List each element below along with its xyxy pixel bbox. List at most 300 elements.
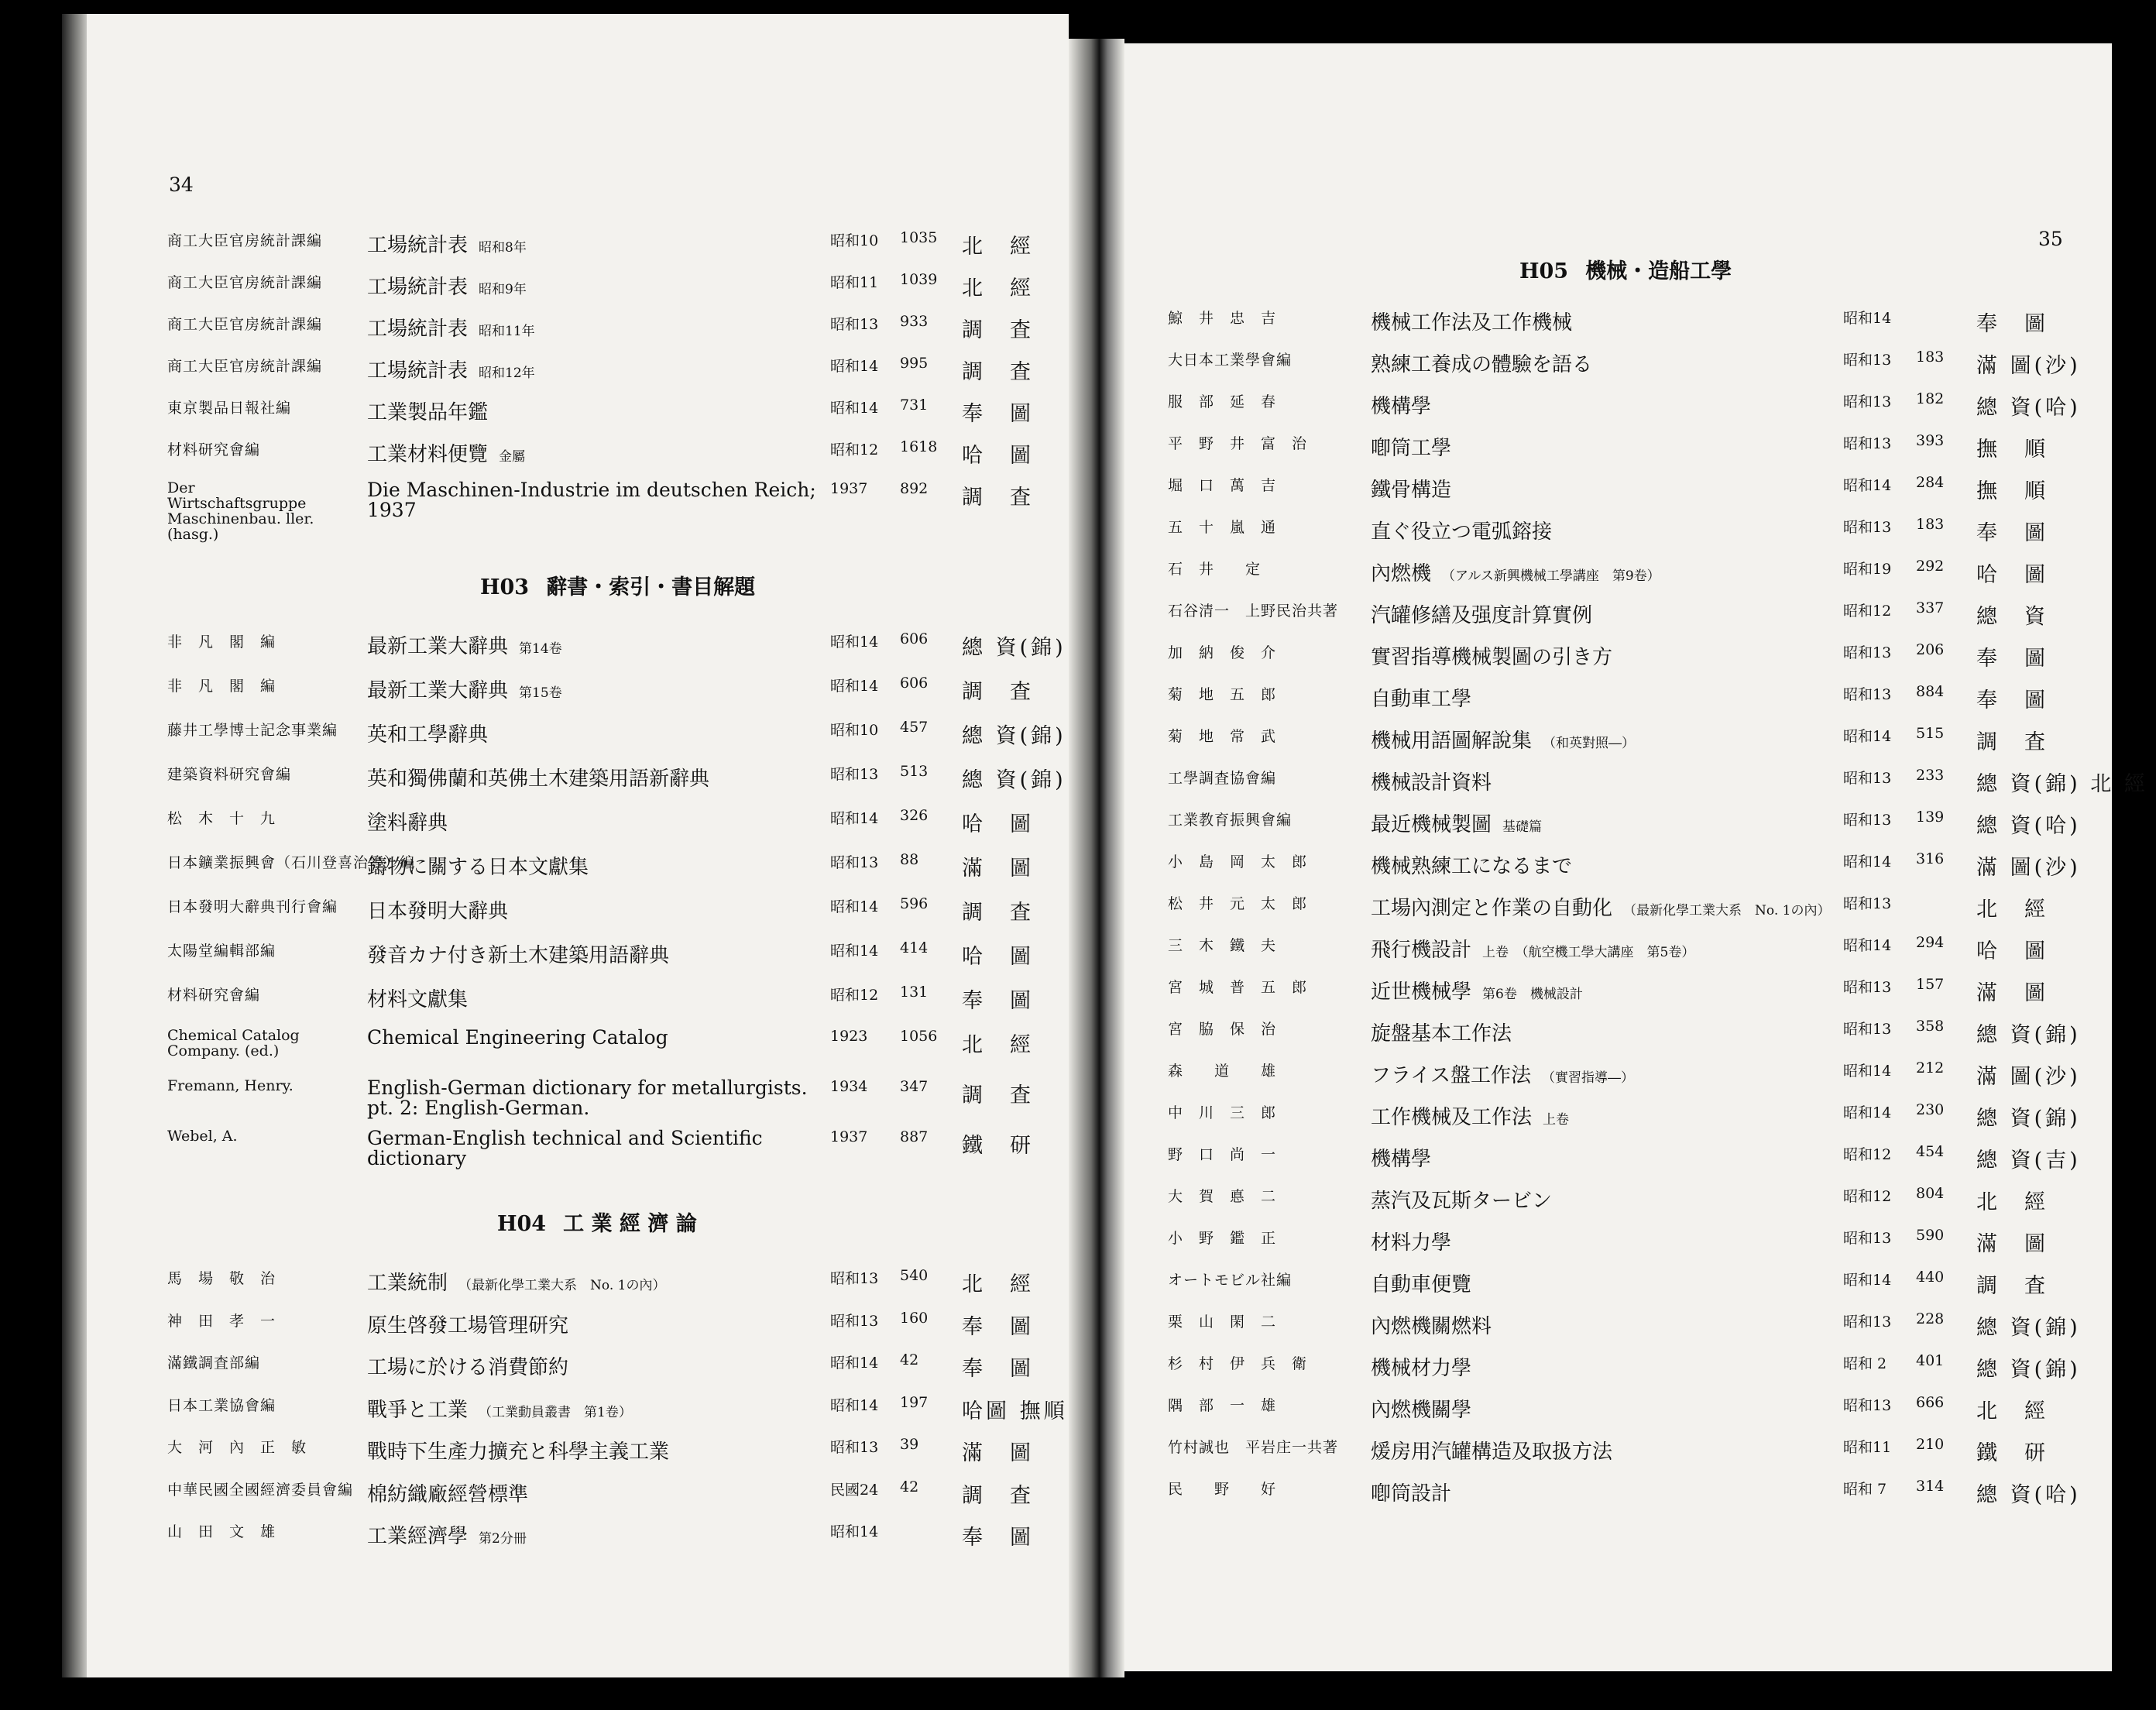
entry-title: 工業製品年鑑	[367, 401, 489, 424]
entry-author: 小 島 岡 太 郎	[1168, 853, 1308, 870]
entry-note: 金屬	[499, 449, 526, 465]
entry-row	[1124, 1310, 2112, 1352]
entry-year: 昭和14	[1843, 728, 1892, 745]
entry-title: 工場統計表 昭和8年	[367, 234, 527, 257]
entry-author: 大日本工業學會編	[1168, 352, 1293, 369]
entry-title: 工場統計表 昭和9年	[367, 276, 527, 299]
entry-pages: 157	[1916, 976, 1945, 993]
entry-location: 滿 圖(沙)	[1976, 354, 2081, 378]
entry-year: 昭和13	[1843, 393, 1892, 410]
entry-row	[87, 1436, 1069, 1478]
entry-year: 昭和12	[830, 441, 879, 458]
entry-pages: 596	[900, 895, 929, 912]
entry-pages: 884	[1916, 683, 1945, 700]
entry-row	[87, 479, 1069, 543]
entry-author: 藤井工學博士記念事業編	[167, 722, 338, 739]
section-code: H03	[480, 575, 530, 599]
entry-year: 昭和12	[830, 987, 879, 1004]
entry-pages: 160	[900, 1310, 929, 1327]
entry-year: 1937	[830, 1128, 868, 1145]
entry-location: 哈 圖	[1976, 563, 2048, 587]
entry-pages: 513	[900, 763, 929, 780]
entry-row	[87, 1520, 1069, 1562]
entry-year: 昭和13	[1843, 812, 1892, 829]
entry-pages: 183	[1916, 516, 1945, 533]
entry-author: Fremann, Henry.	[167, 1077, 294, 1094]
entry-year: 昭和14	[1843, 1063, 1892, 1080]
entry-author: 三 木 鐵 夫	[1168, 937, 1277, 954]
entry-note: 第15卷	[519, 685, 562, 701]
section-label: 工 業 經 濟 論	[563, 1212, 697, 1236]
entry-location: 調 査	[1976, 730, 2048, 754]
entry-pages: 182	[1916, 390, 1945, 407]
entry-title: 直ぐ役立つ電弧鎔接	[1371, 520, 1553, 544]
entry-location: 哈 圖	[962, 945, 1034, 969]
entry-title: 喞筒工學	[1371, 437, 1452, 460]
entry-author: 商工大臣官房統計課編	[167, 316, 323, 333]
entry-pages: 892	[900, 480, 929, 497]
entry-title: English-German dictionary for metallurgists. pt. 2: English-German.	[367, 1076, 808, 1119]
entry-note: 第14卷	[519, 641, 562, 657]
entry-author: 非 凡 閣 編	[167, 634, 276, 651]
entry-year: 昭和13	[830, 1439, 879, 1456]
entry-pages: 347	[900, 1078, 929, 1095]
entry-row	[87, 271, 1069, 313]
entry-pages: 666	[1916, 1394, 1945, 1411]
entry-year: 昭和19	[1843, 561, 1892, 578]
entry-pages: 1056	[900, 1028, 938, 1045]
entry-pages: 212	[1916, 1059, 1945, 1076]
entry-pages: 454	[1916, 1143, 1945, 1160]
entry-author: オートモビル社編	[1168, 1272, 1293, 1289]
entry-year: 昭和12	[1843, 603, 1892, 620]
entry-row	[1124, 474, 2112, 516]
entry-row	[87, 438, 1069, 480]
entry-row	[1124, 307, 2112, 349]
entry-author: 中 川 三 郎	[1168, 1104, 1277, 1121]
entry-year: 昭和13	[830, 1313, 879, 1330]
entry-row	[87, 1078, 1069, 1120]
entry-note: 第2分冊	[479, 1531, 527, 1547]
entry-pages: 995	[900, 355, 929, 372]
entry-pages: 284	[1916, 474, 1945, 491]
entry-title: 近世機械學 第6卷 機械設計	[1371, 980, 1583, 1004]
entry-title: 蒸汽及瓦斯タービン	[1371, 1190, 1553, 1213]
entry-title: 機械工作法及工作機械	[1371, 311, 1573, 335]
entry-location: 奉 圖	[962, 402, 1034, 426]
entry-author: 非 凡 閣 編	[167, 678, 276, 695]
entry-title: 英和獨佛蘭和英佛土木建築用語新辭典	[367, 767, 710, 791]
entry-location: 撫 順	[1976, 479, 2048, 503]
entry-year: 昭和14	[830, 1397, 879, 1414]
entry-note: 昭和11年	[479, 324, 535, 339]
entry-title: 機械熟練工になるまで	[1371, 855, 1573, 878]
entry-pages: 590	[1916, 1227, 1945, 1244]
entry-pages: 804	[1916, 1185, 1945, 1202]
entry-row	[1124, 850, 2112, 892]
entry-author: 日本鑛業振興會（石川登喜治等）編	[167, 854, 416, 871]
entry-year: 昭和14	[830, 943, 879, 960]
entry-row	[87, 630, 1069, 672]
entry-author: 竹村誠也 平岩庄一共著	[1168, 1439, 1339, 1456]
entry-author: 服 部 延 春	[1168, 393, 1277, 410]
entry-author: 民 野 好	[1168, 1481, 1277, 1498]
entry-location: 奉 圖	[962, 989, 1034, 1013]
entry-pages: 42	[900, 1351, 919, 1368]
entry-pages: 206	[1916, 641, 1945, 658]
entry-pages: 230	[1916, 1101, 1945, 1118]
entry-pages: 314	[1916, 1478, 1945, 1495]
book-gutter	[1069, 39, 1124, 1677]
entry-row	[1124, 934, 2112, 976]
entry-title: 發音カナ付き新土木建築用語辭典	[367, 944, 670, 967]
entry-location: 調 査	[962, 680, 1034, 704]
entry-location: 總 資(錦)	[1976, 1316, 2081, 1340]
entry-row	[1124, 1478, 2112, 1519]
entry-title: 熟練工養成の體驗を語る	[1371, 353, 1593, 376]
entry-location: 總 資(錦)	[962, 724, 1066, 748]
entry-title: 工場統計表 昭和11年	[367, 318, 535, 341]
entry-author: 東京製品日報社編	[167, 400, 292, 417]
entry-pages: 731	[900, 397, 929, 414]
entry-row	[87, 1394, 1069, 1436]
entry-author: 太陽堂編輯部編	[167, 943, 276, 960]
entry-row	[1124, 809, 2112, 850]
entry-location: 總 資(錦)	[1976, 1358, 2081, 1382]
entry-row	[87, 397, 1069, 438]
entry-row	[1124, 976, 2112, 1018]
entry-year: 昭和14	[830, 810, 879, 827]
section-label: 辭書・索引・書目解題	[546, 575, 756, 599]
entry-row	[1124, 1059, 2112, 1101]
entry-pages: 316	[1916, 850, 1945, 867]
entry-note: 昭和8年	[479, 240, 527, 256]
entry-year: 昭和14	[1843, 1272, 1892, 1289]
entry-year: 昭和14	[830, 1523, 879, 1540]
entry-author: 中華民國全國經濟委員會編	[167, 1482, 354, 1499]
entry-year: 昭和14	[1843, 1104, 1892, 1121]
entry-note: （和英對照―）	[1543, 736, 1636, 751]
entry-location: 鐵 研	[962, 1134, 1034, 1158]
entry-pages: 183	[1916, 349, 1945, 366]
entry-author: 材料研究會編	[167, 987, 261, 1004]
entry-year: 昭和14	[830, 400, 879, 417]
entry-author: 野 口 尚 一	[1168, 1146, 1277, 1163]
entry-row	[1124, 1352, 2112, 1394]
entry-location: 總 資(錦)	[1976, 1107, 2081, 1131]
entry-title: Die Maschinen-Industrie im deutschen Reich; 1937	[367, 479, 816, 521]
entry-year: 昭和14	[830, 358, 879, 375]
entry-note: 第6卷 機械設計	[1482, 987, 1583, 1002]
entry-year: 昭和13	[1843, 686, 1892, 703]
entry-row	[87, 984, 1069, 1025]
entry-row	[1124, 892, 2112, 934]
section-heading-h04	[497, 1207, 697, 1237]
entry-title: 內燃機 （アルス新興機械工學講座 第9卷）	[1371, 562, 1660, 585]
entry-pages: 1618	[900, 438, 938, 455]
entry-location: 調 査	[962, 318, 1034, 342]
entry-year: 昭和10	[830, 232, 879, 249]
entry-author: Der Wirtschaftsgruppe Maschinenbau. ller. (hasg.)	[167, 479, 314, 543]
entry-author: 石谷清一 上野民治共著	[1168, 603, 1339, 620]
entry-title: 工作機械及工作法 上卷	[1371, 1106, 1570, 1129]
section-label: 機械・造船工學	[1585, 259, 1732, 283]
entry-pages: 540	[900, 1267, 929, 1284]
entry-row	[87, 1310, 1069, 1351]
entry-location: 總 資(錦)	[1976, 1023, 2081, 1047]
entry-pages: 228	[1916, 1310, 1945, 1327]
entry-location: 滿 圖(沙)	[1976, 1065, 2081, 1089]
entry-row	[87, 1267, 1069, 1309]
entry-title: 機構學	[1371, 395, 1432, 418]
entry-title: Chemical Engineering Catalog	[367, 1026, 668, 1049]
entry-row	[87, 313, 1069, 355]
entry-location: 北 經	[962, 276, 1034, 300]
entry-author: 材料研究會編	[167, 441, 261, 458]
entry-title: 自動車便覽	[1371, 1273, 1472, 1296]
entry-title: 工場に於ける消費節約	[367, 1356, 569, 1379]
entry-location: 總 資(哈)	[1976, 1483, 2081, 1507]
entry-title: 英和工學辭典	[367, 723, 489, 747]
entry-year: 昭和10	[830, 722, 879, 739]
entry-year: 昭和12	[1843, 1188, 1892, 1205]
page-number-left: 34	[169, 173, 194, 196]
entry-title: 工業統制 （最新化學工業大系 No. 1の內）	[367, 1272, 666, 1295]
entry-author: 日本工業協會編	[167, 1397, 276, 1414]
entry-location: 奉 圖	[1976, 521, 2048, 545]
entry-author: 大 賀 悳 二	[1168, 1188, 1277, 1205]
section-code: H05	[1519, 259, 1569, 283]
entry-author: 滿鐵調査部編	[167, 1355, 261, 1372]
entry-note: 基礎篇	[1502, 819, 1543, 835]
entry-row	[1124, 1269, 2112, 1310]
entry-year: 昭和14	[1843, 477, 1892, 494]
entry-year: 昭和13	[1843, 895, 1892, 912]
entry-author: 菊 地 常 武	[1168, 728, 1277, 745]
entry-pages: 197	[900, 1394, 929, 1411]
entry-note: （工業動員叢書 第1卷）	[479, 1405, 632, 1420]
entry-row	[87, 895, 1069, 937]
entry-note: 上卷	[1543, 1112, 1570, 1128]
entry-author: 堀 口 萬 吉	[1168, 477, 1277, 494]
entry-title: 最新工業大辭典 第14卷	[367, 635, 562, 658]
entry-author: 商工大臣官房統計課編	[167, 274, 323, 291]
entry-location: 哈 圖	[962, 444, 1034, 468]
entry-row	[1124, 725, 2112, 767]
entry-row	[1124, 1394, 2112, 1436]
entry-location: 鐵 研	[1976, 1441, 2048, 1465]
entry-year: 1934	[830, 1078, 868, 1095]
entry-title: 自動車工學	[1371, 688, 1472, 711]
entry-location: 北 經	[962, 1033, 1034, 1057]
entry-note: （最新化學工業大系 No. 1の內）	[458, 1278, 666, 1293]
entry-year: 昭和14	[1843, 937, 1892, 954]
entry-row	[1124, 349, 2112, 390]
entry-row	[87, 1351, 1069, 1393]
entry-row	[87, 1128, 1069, 1170]
entry-location: 撫 順	[1976, 438, 2048, 462]
entry-location: 總 資(吉)	[1976, 1149, 2081, 1173]
entry-year: 昭和11	[1843, 1439, 1892, 1456]
entry-pages: 358	[1916, 1018, 1945, 1035]
entry-row	[1124, 1185, 2112, 1227]
entry-location: 奉 圖	[962, 1315, 1034, 1339]
entry-row	[1124, 1018, 2112, 1059]
entry-row	[87, 939, 1069, 981]
right-page	[1124, 43, 2148, 1671]
entry-pages: 414	[900, 939, 929, 956]
entry-note: 昭和9年	[479, 282, 527, 297]
entry-author: 馬 場 敬 治	[167, 1270, 276, 1287]
entry-location: 滿 圖	[962, 857, 1034, 881]
entry-row	[1124, 1227, 2112, 1269]
entry-author: 森 道 雄	[1168, 1063, 1277, 1080]
entry-author: 鯨 井 忠 吉	[1168, 310, 1277, 327]
entry-year: 昭和13	[1843, 770, 1892, 787]
section-code: H04	[497, 1212, 547, 1236]
entry-row	[87, 851, 1069, 893]
entry-author: 工業教育振興會編	[1168, 812, 1293, 829]
entry-author: 宮 城 普 五 郎	[1168, 979, 1308, 996]
entry-pages: 457	[900, 719, 929, 736]
entry-location: 奉 圖	[1976, 688, 2048, 712]
entry-year: 昭和 7	[1843, 1481, 1887, 1498]
section-heading-h03	[480, 570, 755, 600]
entry-row	[1124, 432, 2112, 474]
entry-title: 機械設計資料	[1371, 771, 1492, 795]
entry-year: 昭和13	[830, 316, 879, 333]
entry-note: 昭和12年	[479, 366, 535, 381]
entry-pages: 294	[1916, 934, 1945, 951]
entry-author: Webel, A.	[167, 1128, 238, 1145]
entry-row	[1124, 767, 2148, 809]
entry-location: 奉 圖	[1976, 647, 2048, 671]
entry-author: 商工大臣官房統計課編	[167, 232, 323, 249]
entry-pages: 440	[1916, 1269, 1945, 1286]
entry-author: 山 田 文 雄	[167, 1523, 276, 1540]
entry-author: 商工大臣官房統計課編	[167, 358, 323, 375]
entry-row	[87, 1478, 1069, 1520]
entry-location: 調 査	[962, 901, 1034, 925]
entry-author: 小 野 鑑 正	[1168, 1230, 1277, 1247]
entry-title: 機構學	[1371, 1148, 1432, 1171]
entry-title: 最近機械製圖 基礎篇	[1371, 813, 1543, 836]
entry-author: 日本發明大辭典刊行會編	[167, 898, 338, 915]
entry-row	[1124, 683, 2112, 725]
entry-title: 機械材力學	[1371, 1357, 1472, 1380]
entry-note: （アルス新興機械工學講座 第9卷）	[1442, 568, 1660, 584]
entry-title: 汽罐修繕及强度計算實例	[1371, 604, 1593, 627]
entry-year: 昭和13	[1843, 1021, 1892, 1038]
entry-row	[1124, 641, 2112, 683]
entry-row	[1124, 1436, 2112, 1478]
entry-author: 石 井 定	[1168, 561, 1262, 578]
entry-title: 工業材料便覽 金屬	[367, 443, 526, 466]
entry-pages: 42	[900, 1478, 919, 1495]
entry-location: 北 經	[1976, 898, 2048, 922]
entry-pages: 139	[1916, 809, 1945, 826]
entry-year: 昭和14	[1843, 310, 1892, 327]
entry-row	[1124, 1143, 2112, 1185]
entry-title: 工場內測定と作業の自動化 （最新化學工業大系 No. 1の內）	[1371, 897, 1831, 920]
entry-year: 1937	[830, 480, 868, 497]
entry-title: 實習指導機械製圖の引き方	[1371, 646, 1613, 669]
entry-title: 棉紡織廠經營標準	[367, 1483, 529, 1506]
entry-location: 調 査	[1976, 1274, 2048, 1298]
entry-location: 奉 圖	[962, 1526, 1034, 1550]
entry-location: 總 資(錦)	[962, 636, 1066, 660]
entry-location: 調 査	[962, 1484, 1034, 1508]
entry-row	[1124, 390, 2112, 432]
entry-location: 總 資(哈)	[1976, 396, 2081, 420]
entry-pages: 1035	[900, 229, 938, 246]
entry-title: 戰爭と工業 （工業動員叢書 第1卷）	[367, 1399, 632, 1422]
entry-title: 喞筒設計	[1371, 1482, 1452, 1506]
entry-location: 總 資(錦) 北 經	[1976, 772, 2148, 796]
entry-title: 內燃機關燃料	[1371, 1315, 1492, 1338]
entry-author: 菊 地 五 郎	[1168, 686, 1277, 703]
entry-author: 加 納 俊 介	[1168, 644, 1277, 661]
entry-author: 大 河 內 正 敏	[167, 1439, 307, 1456]
entry-row	[1124, 558, 2112, 599]
entry-year: 昭和14	[830, 678, 879, 695]
entry-location: 北 經	[962, 1272, 1034, 1296]
entry-title: 鐵骨構造	[1371, 479, 1452, 502]
entry-year: 昭和13	[830, 854, 879, 871]
entry-note: （實習指導―）	[1541, 1070, 1634, 1086]
entry-location: 調 査	[962, 360, 1034, 384]
entry-author: 建築資料研究會編	[167, 766, 292, 783]
entry-location: 總 資(錦)	[962, 768, 1066, 792]
entry-title: 原生啓發工場管理研究	[367, 1314, 569, 1337]
entry-pages: 933	[900, 313, 929, 330]
entry-row	[87, 675, 1069, 716]
entry-author: 宮 脇 保 治	[1168, 1021, 1277, 1038]
entry-location: 滿 圖(沙)	[1976, 856, 2081, 880]
entry-title: 材料力學	[1371, 1231, 1452, 1255]
entry-location: 北 經	[1976, 1190, 2048, 1214]
entry-pages: 131	[900, 984, 929, 1001]
entry-pages: 337	[1916, 599, 1945, 616]
entry-year: 1923	[830, 1028, 868, 1045]
entry-note: 上卷 （航空機工學大講座 第5卷）	[1482, 945, 1695, 960]
entry-author: 五 十 嵐 通	[1168, 519, 1277, 536]
entry-location: 哈圖 撫順	[962, 1399, 1068, 1423]
entry-location: 調 査	[962, 486, 1034, 510]
entry-pages: 606	[900, 630, 929, 647]
entry-pages: 887	[900, 1128, 929, 1145]
entry-author: 栗 山 閑 二	[1168, 1313, 1277, 1331]
entry-pages: 210	[1916, 1436, 1945, 1453]
entry-pages: 88	[900, 851, 919, 868]
entry-year: 昭和14	[830, 1355, 879, 1372]
entry-author: 神 田 孝 一	[167, 1313, 276, 1330]
entry-pages: 515	[1916, 725, 1945, 742]
entry-location: 哈 圖	[1976, 939, 2048, 963]
entry-year: 昭和 2	[1843, 1355, 1887, 1372]
entry-year: 昭和13	[1843, 1313, 1892, 1331]
entry-title: 內燃機關學	[1371, 1399, 1472, 1422]
entry-location: 哈 圖	[962, 812, 1034, 836]
entry-title: 工場統計表 昭和12年	[367, 359, 535, 383]
entry-title: 飛行機設計 上卷 （航空機工學大講座 第5卷）	[1371, 939, 1695, 962]
entry-title: 塗料辭典	[367, 812, 448, 835]
entry-row	[87, 229, 1069, 271]
entry-year: 昭和13	[1843, 979, 1892, 996]
entry-location: 滿 圖	[1976, 1232, 2048, 1256]
entry-pages: 606	[900, 675, 929, 692]
entry-row	[1124, 1101, 2112, 1143]
